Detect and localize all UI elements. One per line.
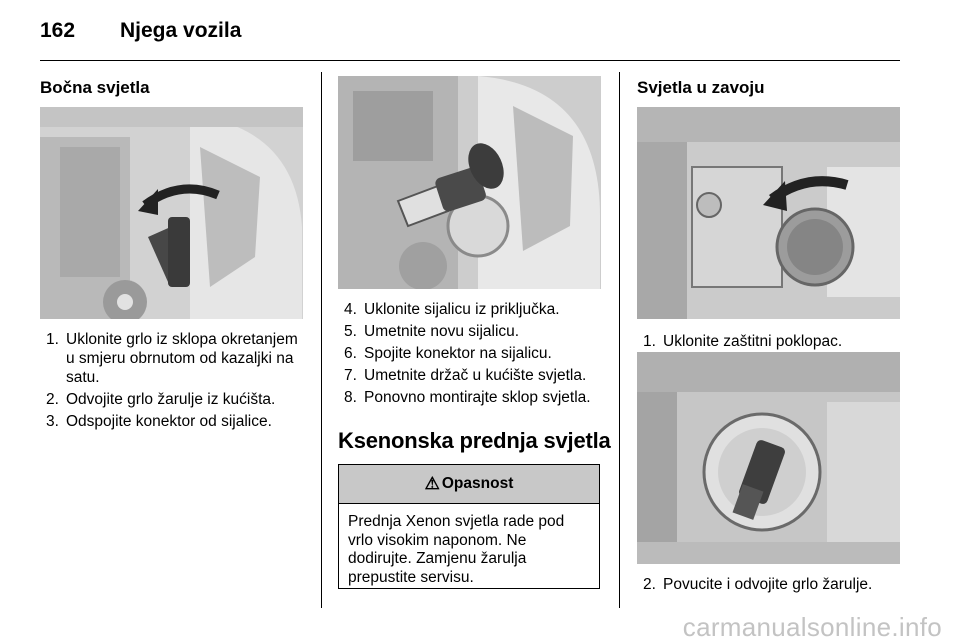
list-item [344, 388, 606, 407]
section-heading-cornering-lights: Svjetla u zavoju [637, 78, 765, 97]
cornering-light-step-1 [643, 332, 905, 354]
bulb-removal-photo [338, 76, 601, 289]
side-light-steps [46, 330, 308, 434]
section-heading-side-lights: Bočna svjetla [40, 78, 150, 97]
list-item [46, 390, 308, 409]
step-number: 8. [344, 389, 357, 406]
list-item [643, 575, 905, 594]
step-text: Uklonite grlo iz sklopa okretanjem u smjeru obrnutom od kazaljki na satu. [66, 331, 298, 386]
step-text: Ponovno montirajte sklop svjetla. [364, 389, 591, 406]
step-text: Spojite konektor na sijalicu. [364, 345, 552, 362]
step-number: 7. [344, 367, 357, 384]
watermark: carmanualsonline.info [682, 612, 942, 642]
warning-title: Opasnost [441, 475, 514, 492]
column-divider-right [619, 72, 620, 608]
list-item [344, 344, 606, 363]
warning-triangle-icon: ⚠ [424, 474, 440, 493]
list-item [344, 300, 606, 319]
page-title: Njega vozila [120, 19, 242, 42]
page-number: 162 [40, 19, 76, 42]
side-light-photo [40, 107, 303, 319]
list-item [46, 412, 308, 431]
step-text: Uklonite sijalicu iz priključka. [364, 301, 560, 318]
cornering-light-cover-photo [637, 107, 900, 319]
step-text: Odspojite konektor od sijalice. [66, 413, 272, 430]
step-number: 3. [46, 413, 59, 430]
section-heading-xenon: Ksenonska prednja svjetla [338, 428, 611, 453]
list-item [46, 330, 308, 387]
step-number: 2. [643, 576, 656, 593]
step-number: 4. [344, 301, 357, 318]
step-number: 6. [344, 345, 357, 362]
column-divider-left [321, 72, 322, 608]
step-number: 1. [46, 331, 59, 348]
step-number: 1. [643, 333, 656, 350]
step-text: Povucite i odvojite grlo žarulje. [663, 576, 873, 593]
step-text: Uklonite zaštitni poklopac. [663, 333, 843, 350]
warning-header [339, 465, 599, 504]
step-text: Umetnite držač u kućište svjetla. [364, 367, 587, 384]
list-item [344, 366, 606, 385]
danger-warning-box [338, 464, 600, 589]
cornering-light-bulb-photo [637, 352, 900, 564]
header-divider [40, 60, 900, 61]
list-item [344, 322, 606, 341]
bulb-replacement-steps [344, 300, 606, 410]
step-number: 2. [46, 391, 59, 408]
step-number: 5. [344, 323, 357, 340]
warning-text: Prednja Xenon svjetla rade pod vrlo visokim naponom. Ne dodirujte. Zamjenu žarulja prepustite servisu. [348, 513, 565, 586]
step-text: Odvojite grlo žarulje iz kućišta. [66, 391, 276, 408]
cornering-light-step-2 [643, 575, 905, 597]
list-item [643, 332, 905, 351]
step-text: Umetnite novu sijalicu. [364, 323, 520, 340]
